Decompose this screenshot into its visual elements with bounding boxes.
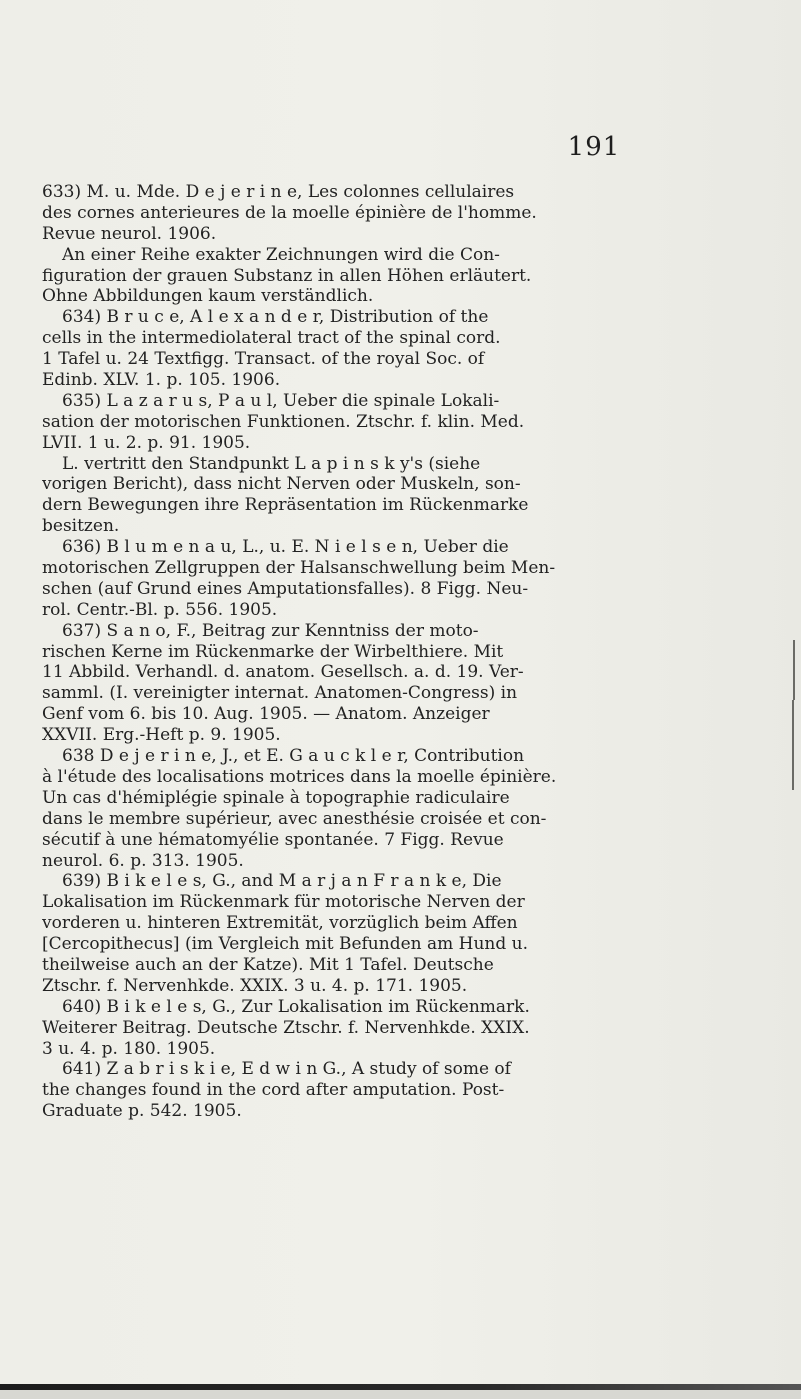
text-line: figuration der grauen Substanz in allen Höhen erläutert. <box>42 265 532 286</box>
text-line: Un cas d'hémiplégie spinale à topographie radiculaire <box>42 787 510 808</box>
text-line: 1 Tafel u. 24 Textfigg. Transact. of the royal Soc. of <box>42 349 485 370</box>
text-line: vorigen Bericht), dass nicht Nerven oder Muskeln, son- <box>42 474 521 495</box>
text-line: Graduate p. 542. 1905. <box>42 1101 242 1122</box>
text-line: the changes found in the cord after amputation. Post- <box>42 1080 505 1101</box>
page-edge-mark <box>793 640 795 700</box>
text-line: 636) B l u m e n a u, L., u. E. N i e l s e n, Ueber die <box>62 537 509 558</box>
text-line: motorischen Zellgruppen der Halsanschwellung beim Men- <box>42 558 556 579</box>
text-line: sation der motorischen Funktionen. Ztschr. f. klin. Med. <box>42 411 525 432</box>
text-line: rischen Kerne im Rückenmarke der Wirbelthiere. Mit <box>42 641 504 662</box>
text-line: L. vertritt den Standpunkt L a p i n s k y's (siehe <box>62 453 481 474</box>
text-line: 641) Z a b r i s k i e, E d w i n G., A study of some of <box>62 1059 511 1080</box>
text-line: 634) B r u c e, A l e x a n d e r, Distribution of the <box>62 307 489 328</box>
text-line: vorderen u. hinteren Extremität, vorzüglich beim Affen <box>42 913 518 934</box>
text-line: 633) M. u. Mde. D e j e r i n e, Les colonnes cellulaires <box>42 182 515 202</box>
text-line: 637) S a n o, F., Beitrag zur Kenntniss der moto- <box>62 620 479 641</box>
text-line: dern Bewegungen ihre Repräsentation im Rückenmarke <box>42 495 529 516</box>
text-line: theilweise auch an der Katze). Mit 1 Tafel. Deutsche <box>42 954 494 975</box>
text-line: cells in the intermediolateral tract of the spinal cord. <box>42 328 501 349</box>
text-line: LVII. 1 u. 2. p. 91. 1905. <box>42 432 251 453</box>
text-line: Edinb. XLV. 1. p. 105. 1906. <box>42 370 281 391</box>
text-line: 635) L a z a r u s, P a u l, Ueber die spinale Lokali- <box>62 390 500 411</box>
text-line: des cornes anterieures de la moelle épinière de l'homme. <box>42 202 537 223</box>
text-line: 640) B i k e l e s, G., Zur Lokalisation im Rückenmark. <box>62 996 530 1017</box>
text-line: Lokalisation im Rückenmark für motorische Nerven der <box>42 892 525 913</box>
text-line: Weiterer Beitrag. Deutsche Ztschr. f. Nervenhkde. XXIX. <box>42 1017 530 1038</box>
text-line: XXVII. Erg.-Heft p. 9. 1905. <box>42 725 281 746</box>
text-line: neurol. 6. p. 313. 1905. <box>42 850 244 871</box>
page-edge-mark <box>792 700 794 790</box>
text-line: samml. (I. vereinigter internat. Anatomen-Congress) in <box>42 683 518 704</box>
text-line: besitzen. <box>42 516 120 537</box>
text-line: Revue neurol. 1906. <box>42 223 217 244</box>
text-line: rol. Centr.-Bl. p. 556. 1905. <box>42 599 278 620</box>
text-line: 11 Abbild. Verhandl. d. anatom. Gesellsch. a. d. 19. Ver- <box>42 662 524 683</box>
text-line: dans le membre supérieur, avec anesthésie croisée et con- <box>42 808 547 829</box>
text-line: Ohne Abbildungen kaum verständlich. <box>42 286 374 307</box>
text-line: Genf vom 6. bis 10. Aug. 1905. — Anatom. Anzeiger <box>42 704 490 725</box>
bibliography-text <box>42 182 632 1122</box>
text-line: 3 u. 4. p. 180. 1905. <box>42 1038 216 1059</box>
text-line: 638 D e j e r i n e, J., et E. G a u c k l e r, Contribution <box>62 746 525 767</box>
text-line: An einer Reihe exakter Zeichnungen wird die Con- <box>62 244 500 265</box>
text-line: schen (auf Grund eines Amputationsfalles). 8 Figg. Neu- <box>42 578 529 599</box>
page-number: 191 <box>567 132 621 162</box>
text-line: [Cercopithecus] (im Vergleich mit Befunden am Hund u. <box>42 934 529 955</box>
text-line: Ztschr. f. Nervenhkde. XXIX. 3 u. 4. p. 171. 1905. <box>42 975 468 996</box>
page-bottom-shadow <box>0 1390 801 1399</box>
text-line: sécutif à une hématomyélie spontanée. 7 Figg. Revue <box>42 829 504 850</box>
text-line: à l'étude des localisations motrices dans la moelle épinière. <box>42 766 557 787</box>
text-line: 639) B i k e l e s, G., and M a r j a n F r a n k e, Die <box>62 871 502 892</box>
